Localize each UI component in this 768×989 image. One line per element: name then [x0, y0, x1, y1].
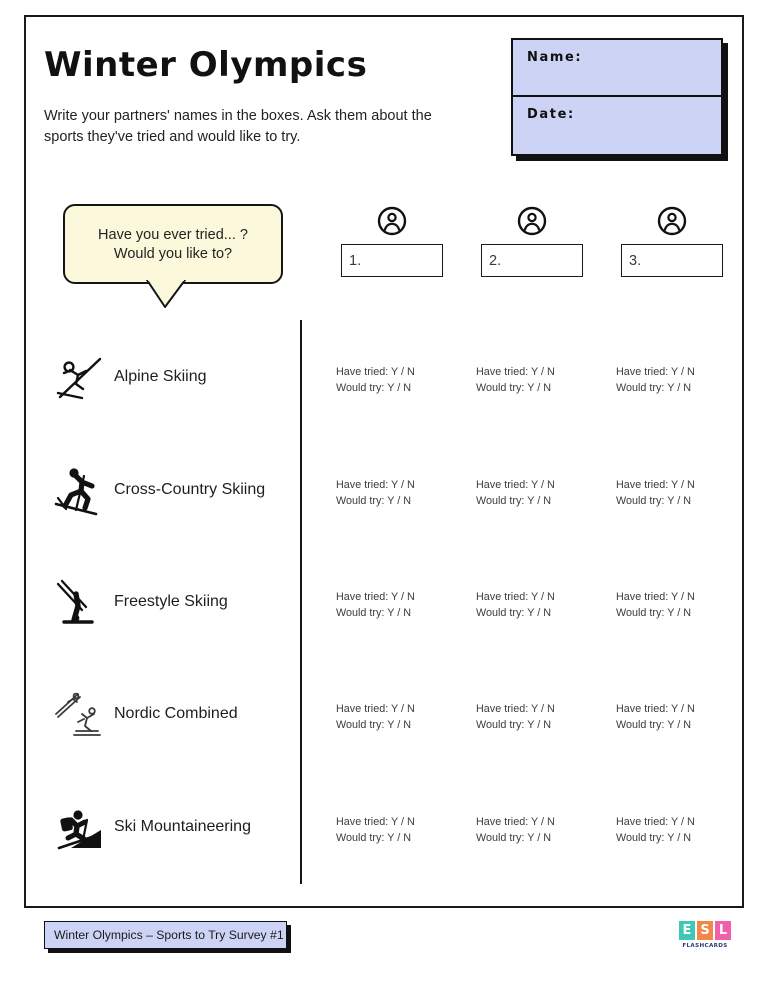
- would-try-line: Would try: Y / N: [616, 494, 692, 507]
- partner-number-3: 3.: [629, 252, 642, 269]
- have-tried-line: Have tried: Y / N: [476, 479, 555, 491]
- would-try-line: Would try: Y / N: [476, 606, 552, 619]
- name-field-row[interactable]: [513, 40, 721, 97]
- page-title: Winter Olympics: [44, 45, 368, 85]
- ski-mountaineering-icon: [50, 799, 108, 857]
- would-try-line: Would try: Y / N: [336, 831, 412, 844]
- answer-cell-p2[interactable]: [476, 702, 606, 733]
- cross-country-skiing-icon: [50, 462, 108, 520]
- prompt-line-2: Would you like to?: [113, 245, 233, 262]
- sport-row: [44, 462, 734, 522]
- have-tried-line: Have tried: Y / N: [616, 816, 695, 828]
- name-date-box-body: [511, 38, 723, 156]
- date-label: Date:: [527, 107, 575, 122]
- nordic-combined-icon: [50, 686, 108, 744]
- sport-label: Alpine Skiing: [114, 368, 207, 385]
- prompt-bubble-body: [63, 204, 283, 284]
- would-try-line: Would try: Y / N: [336, 381, 412, 394]
- would-try-line: Would try: Y / N: [616, 606, 692, 619]
- answer-cell-p1[interactable]: [336, 478, 466, 509]
- answer-cell-p3[interactable]: [616, 365, 746, 396]
- have-tried-line: Have tried: Y / N: [616, 591, 695, 603]
- would-try-line: Would try: Y / N: [616, 381, 692, 394]
- answer-cell-p1[interactable]: [336, 702, 466, 733]
- sport-row: [44, 799, 734, 859]
- would-try-line: Would try: Y / N: [476, 381, 552, 394]
- logo-subtitle: FLASHCARDS: [682, 943, 728, 949]
- sport-label: Cross-Country Skiing: [114, 481, 266, 498]
- instructions-text: Write your partners' names in the boxes. Ask them about the sports they've tried and would like to try.: [44, 108, 432, 145]
- person-icon: [377, 206, 407, 236]
- have-tried-line: Have tried: Y / N: [476, 703, 555, 715]
- logo-tile-l: L: [715, 921, 731, 940]
- answer-cell-p1[interactable]: [336, 365, 466, 396]
- sport-label: Ski Mountaineering: [114, 818, 251, 835]
- would-try-line: Would try: Y / N: [336, 718, 412, 731]
- answer-cell-p1[interactable]: [336, 815, 466, 846]
- sport-row: [44, 686, 734, 746]
- partner-name-input-3[interactable]: [621, 244, 723, 277]
- speech-bubble-tail-icon: [145, 280, 187, 308]
- footer-label-box: [44, 921, 287, 949]
- prompt-speech-bubble: [63, 204, 283, 284]
- date-field-row[interactable]: [513, 97, 721, 154]
- person-icon: [657, 206, 687, 236]
- alpine-skiing-icon: [50, 349, 108, 407]
- have-tried-line: Have tried: Y / N: [476, 366, 555, 378]
- answer-cell-p1[interactable]: [336, 590, 466, 621]
- have-tried-line: Have tried: Y / N: [476, 816, 555, 828]
- footer-box-body: [44, 921, 287, 949]
- have-tried-line: Have tried: Y / N: [336, 816, 415, 828]
- answer-cell-p2[interactable]: [476, 365, 606, 396]
- have-tried-line: Have tried: Y / N: [476, 591, 555, 603]
- have-tried-line: Have tried: Y / N: [336, 366, 415, 378]
- would-try-line: Would try: Y / N: [476, 831, 552, 844]
- have-tried-line: Have tried: Y / N: [616, 366, 695, 378]
- sport-row: [44, 574, 734, 634]
- answer-cell-p3[interactable]: [616, 815, 746, 846]
- sport-label: Nordic Combined: [114, 705, 238, 722]
- name-date-box: [511, 38, 723, 156]
- answer-cell-p3[interactable]: [616, 478, 746, 509]
- answer-cell-p2[interactable]: [476, 590, 606, 621]
- partner-column-2: [481, 206, 583, 277]
- would-try-line: Would try: Y / N: [476, 718, 552, 731]
- sport-label: Freestyle Skiing: [114, 593, 228, 610]
- would-try-line: Would try: Y / N: [336, 494, 412, 507]
- esl-flashcards-logo: [679, 921, 731, 955]
- partner-name-input-1[interactable]: [341, 244, 443, 277]
- have-tried-line: Have tried: Y / N: [616, 479, 695, 491]
- name-label: Name:: [527, 50, 583, 65]
- partner-column-3: [621, 206, 723, 277]
- prompt-line-1: Have you ever tried... ?: [98, 226, 248, 243]
- would-try-line: Would try: Y / N: [476, 494, 552, 507]
- answer-cell-p3[interactable]: [616, 702, 746, 733]
- partner-number-2: 2.: [489, 252, 502, 269]
- have-tried-line: Have tried: Y / N: [336, 479, 415, 491]
- partner-number-1: 1.: [349, 252, 362, 269]
- would-try-line: Would try: Y / N: [616, 718, 692, 731]
- would-try-line: Would try: Y / N: [336, 606, 412, 619]
- answer-cell-p2[interactable]: [476, 478, 606, 509]
- partner-name-input-2[interactable]: [481, 244, 583, 277]
- logo-tile-e: E: [679, 921, 695, 940]
- logo-tiles: [679, 921, 731, 940]
- person-icon: [517, 206, 547, 236]
- footer-worksheet-title: Winter Olympics – Sports to Try Survey #1: [54, 928, 284, 942]
- have-tried-line: Have tried: Y / N: [336, 703, 415, 715]
- would-try-line: Would try: Y / N: [616, 831, 692, 844]
- have-tried-line: Have tried: Y / N: [616, 703, 695, 715]
- logo-tile-s: S: [697, 921, 713, 940]
- answer-cell-p3[interactable]: [616, 590, 746, 621]
- answer-cell-p2[interactable]: [476, 815, 606, 846]
- freestyle-skiing-icon: [50, 574, 108, 632]
- partner-column-1: [341, 206, 443, 277]
- have-tried-line: Have tried: Y / N: [336, 591, 415, 603]
- sport-row: [44, 349, 734, 409]
